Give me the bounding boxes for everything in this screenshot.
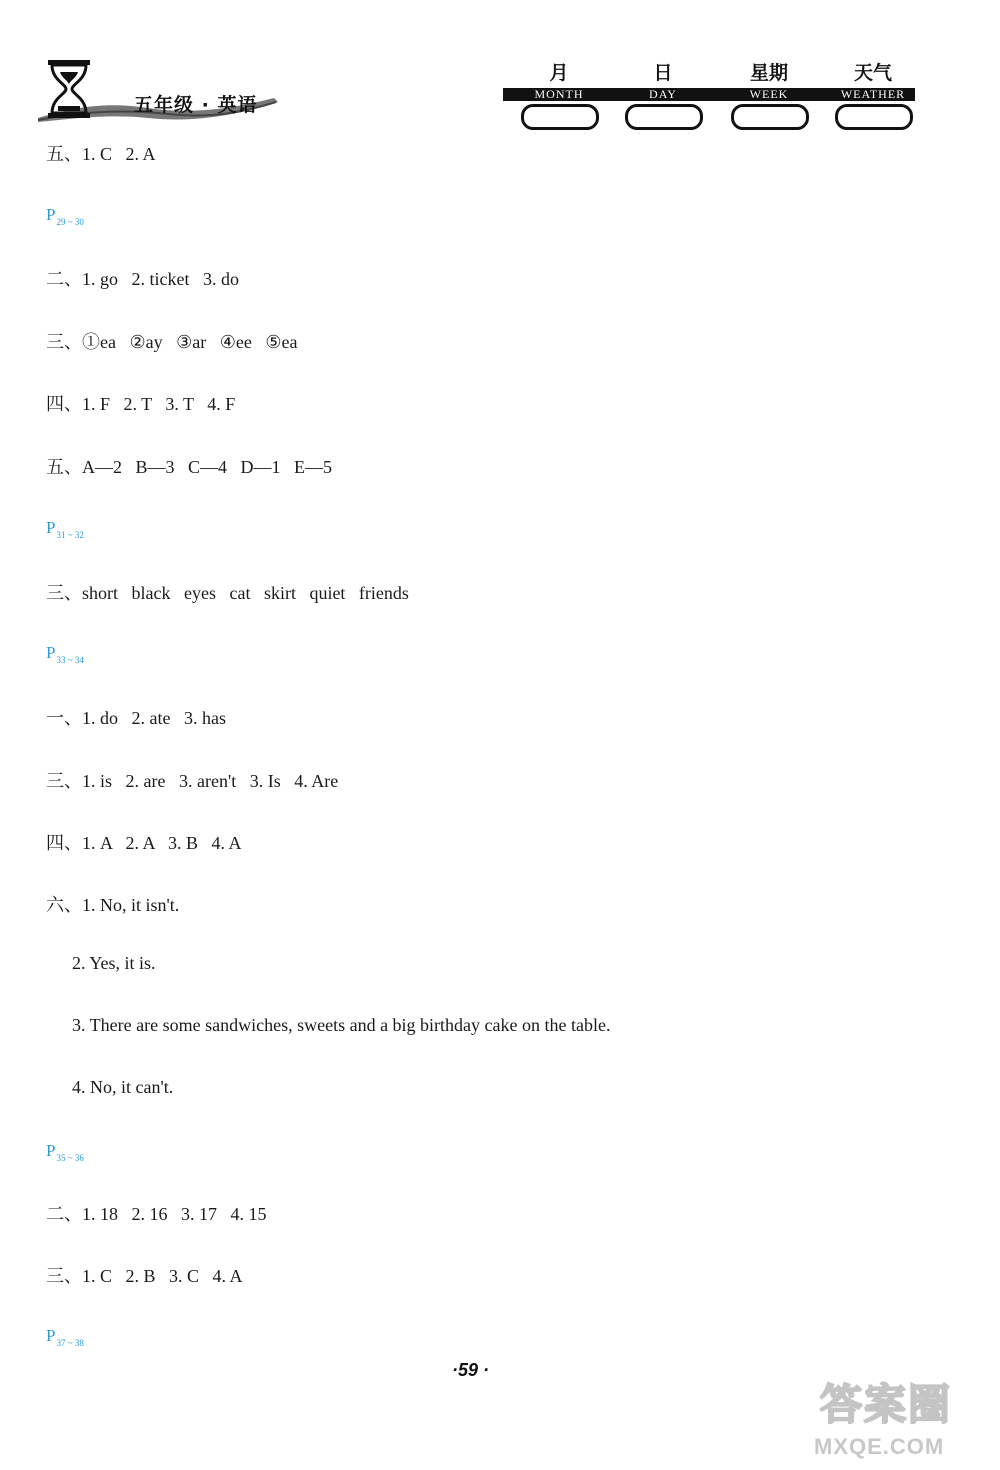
weather-label: 天气: [853, 62, 892, 84]
month-label: 月: [549, 62, 569, 84]
grade-title: 五年级 · 英语: [134, 94, 258, 116]
watermark: [806, 1372, 992, 1464]
watermark-url: MXQE.COM: [814, 1434, 945, 1459]
answer-line: 三、1. C 2. B 3. C 4. A: [46, 1266, 243, 1286]
answer-line: 二、1. go 2. ticket 3. do: [46, 269, 239, 289]
page-ref: $P_{33 \sim 34}$: [46, 643, 84, 665]
week-en-label: WEEK: [749, 87, 789, 101]
answer-line: 四、1. A 2. A 3. B 4. A: [46, 833, 242, 853]
page-ref: $P_{29 \sim 30}$: [46, 205, 84, 227]
answer-line: 一、1. do 2. ate 3. has: [46, 708, 226, 728]
answer-line: 二、1. 18 2. 16 3. 17 4. 15: [46, 1204, 267, 1224]
answer-line: 五、A—2 B—3 C—4 D—1 E—5: [46, 457, 333, 477]
month-en-label: MONTH: [534, 87, 584, 101]
answer-line: 五、1. C 2. A: [46, 144, 156, 164]
day-box: [625, 104, 703, 130]
answer-line: 六、1. No, it isn't.: [46, 895, 180, 915]
month-box: [521, 104, 599, 130]
watermark-cn: 答案圈: [820, 1380, 953, 1429]
calendar-bar: [503, 88, 915, 101]
answer-line: 4. No, it can't.: [72, 1077, 174, 1097]
logo: [38, 58, 308, 128]
date-weather-panel: [503, 58, 917, 132]
answer-line: 3. There are some sandwiches, sweets and a big birthday cake on the table.: [72, 1015, 611, 1035]
weather-box: [835, 104, 913, 130]
page-header: [0, 0, 1000, 140]
day-en-label: DAY: [649, 87, 677, 101]
weather-en-label: WEATHER: [840, 87, 906, 101]
page-ref: $P_{31 \sim 32}$: [46, 518, 84, 540]
answer-line: 三、short black eyes cat skirt quiet friends: [46, 583, 409, 603]
day-label: 日: [653, 62, 673, 84]
page-ref: $P_{35 \sim 36}$: [46, 1141, 84, 1163]
answer-line: 2. Yes, it is.: [72, 953, 156, 973]
hourglass-icon: [46, 60, 92, 118]
page-ref: $P_{37 \sim 38}$: [46, 1326, 84, 1348]
answer-line: 三、1. is 2. are 3. aren't 3. Is 4. Are: [46, 771, 339, 791]
page-number: ·59 ·: [452, 1360, 490, 1380]
week-box: [731, 104, 809, 130]
week-label: 星期: [749, 62, 788, 84]
answer-line: 三、①ea ②ay ③ar ④ee ⑤ea: [46, 332, 298, 352]
answer-line: 四、1. F 2. T 3. T 4. F: [46, 394, 236, 414]
